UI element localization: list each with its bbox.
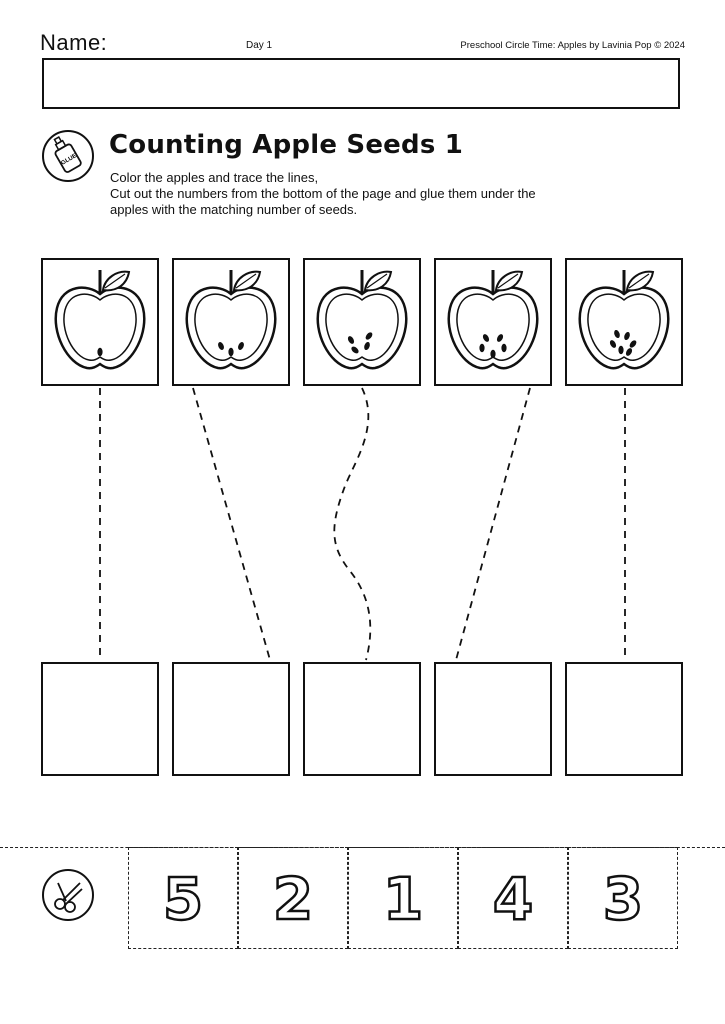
apple-box-4 [434,258,552,386]
credit-text: Preschool Circle Time: Apples by Lavinia Pop © 2024 [460,40,685,51]
answer-box-4[interactable] [434,662,552,776]
answer-box-3[interactable] [303,662,421,776]
number-cutout-2[interactable] [238,847,348,949]
name-label: Name: [40,30,108,55]
apple-icon [305,260,419,384]
cutout-number: 1 [382,865,424,933]
cutout-number: 2 [272,865,314,933]
answer-box-1[interactable] [41,662,159,776]
name-field[interactable] [42,58,680,109]
apple-seed [501,344,506,352]
number-cutout-3[interactable] [348,847,458,949]
cutout-number: 3 [602,865,644,933]
glue-icon [42,130,94,182]
instruction-line: Color the apples and trace the lines, [110,170,319,185]
number-cutout-4[interactable] [458,847,568,949]
apple-box-3 [303,258,421,386]
instruction-line: apples with the matching number of seeds. [110,202,358,217]
scissors-icon [42,869,94,921]
trace-line-4 [456,388,530,660]
instructions [110,170,670,218]
apple-icon [567,260,681,384]
worksheet-title: Counting Apple Seeds 1 [109,130,464,160]
apple-seed [479,344,484,352]
number-cutout-1[interactable] [128,847,238,949]
apple-box-5 [565,258,683,386]
apple-icon [436,260,550,384]
trace-line-2 [193,388,270,660]
apple-seed [228,348,233,356]
day-label: Day 1 [246,40,273,51]
tracing-lines[interactable] [0,386,725,662]
apple-seed [618,346,623,354]
cutout-number: 4 [492,865,534,933]
number-cutout-5[interactable] [568,847,678,949]
cutout-number: 5 [162,865,204,933]
apple-box-1 [41,258,159,386]
answer-box-5[interactable] [565,662,683,776]
answer-box-2[interactable] [172,662,290,776]
trace-line-3 [334,388,370,660]
glue-icon-label: GLUE [60,153,78,167]
apple-seed [97,348,102,356]
apple-icon [43,260,157,384]
apple-icon [174,260,288,384]
instruction-line: Cut out the numbers from the bottom of the page and glue them under the [110,186,536,201]
apple-box-2 [172,258,290,386]
apple-seed [490,350,495,358]
